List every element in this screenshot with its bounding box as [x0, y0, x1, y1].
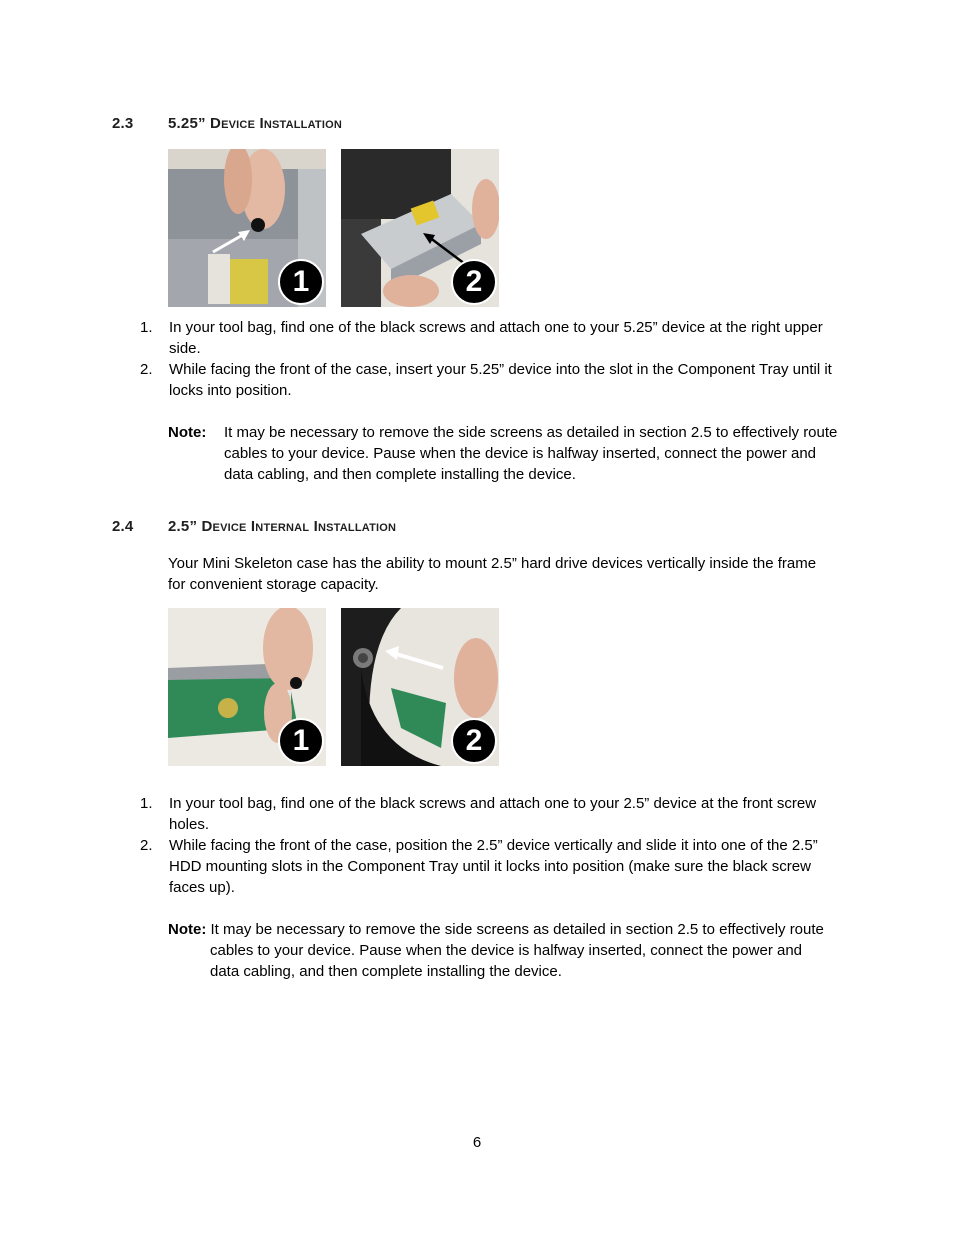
- note-label: Note:: [168, 921, 207, 938]
- list-item: [140, 835, 840, 898]
- section-2-4-steps: [140, 793, 840, 898]
- section-2-3-note: [168, 422, 838, 485]
- step-badge: 2: [451, 718, 497, 764]
- section-title: 5.25” Device Installation: [168, 115, 343, 132]
- photo-hdd-screw: [168, 608, 326, 766]
- section-2-4-intro: Your Mini Skeleton case has the ability to mount 2.5” hard drive devices vertically inside the frame for convenient storage capacity.: [168, 555, 817, 593]
- section-2-4-heading: [112, 518, 512, 538]
- list-text: In your tool bag, find one of the black screws and attach one to your 5.25” device at the right upper side.: [169, 319, 823, 357]
- section-number: 2.3: [112, 115, 134, 132]
- page-number: 6: [472, 1134, 482, 1151]
- list-item: [140, 793, 840, 835]
- note-text: It may be necessary to remove the side screens as detailed in section 2.5 to effectively route cables to your device. Pause when the device is halfway inserted, connect the power and data cabling, and then complete installing the device.: [224, 424, 838, 483]
- list-number: 1.: [140, 795, 153, 812]
- list-number: 2.: [140, 361, 153, 378]
- list-item: [140, 359, 840, 401]
- note-label: Note:: [168, 424, 207, 441]
- section-2-4-note: [168, 919, 828, 982]
- photo-screw-attach: [168, 149, 326, 307]
- step-badge: 1: [278, 718, 324, 764]
- photo-drive-insert: [341, 149, 499, 307]
- section-number: 2.4: [112, 518, 134, 535]
- list-text: While facing the front of the case, position the 2.5” device vertically and slide it into one of the 2.5” HDD mounting slots in the Component Tray until it locks into position (make sure the black screw faces up).: [169, 837, 818, 896]
- photo-hdd-mount: [341, 608, 499, 766]
- list-item: [140, 317, 840, 359]
- list-text: While facing the front of the case, insert your 5.25” device into the slot in the Component Tray until it locks into position.: [169, 361, 832, 399]
- section-2-3-heading: [112, 115, 512, 135]
- section-2-3-steps: [140, 317, 840, 401]
- section-title: 2.5” Device Internal Installation: [168, 518, 397, 535]
- step-badge: 1: [278, 259, 324, 305]
- step-badge: 2: [451, 259, 497, 305]
- list-number: 1.: [140, 319, 153, 336]
- note-text: It may be necessary to remove the side screens as detailed in section 2.5 to effectively route cables to your device. Pause when the device is halfway inserted, connect the power and data cabling, and then complete installing the device.: [210, 921, 824, 980]
- list-text: In your tool bag, find one of the black screws and attach one to your 2.5” device at the front screw holes.: [169, 795, 817, 833]
- list-number: 2.: [140, 837, 153, 854]
